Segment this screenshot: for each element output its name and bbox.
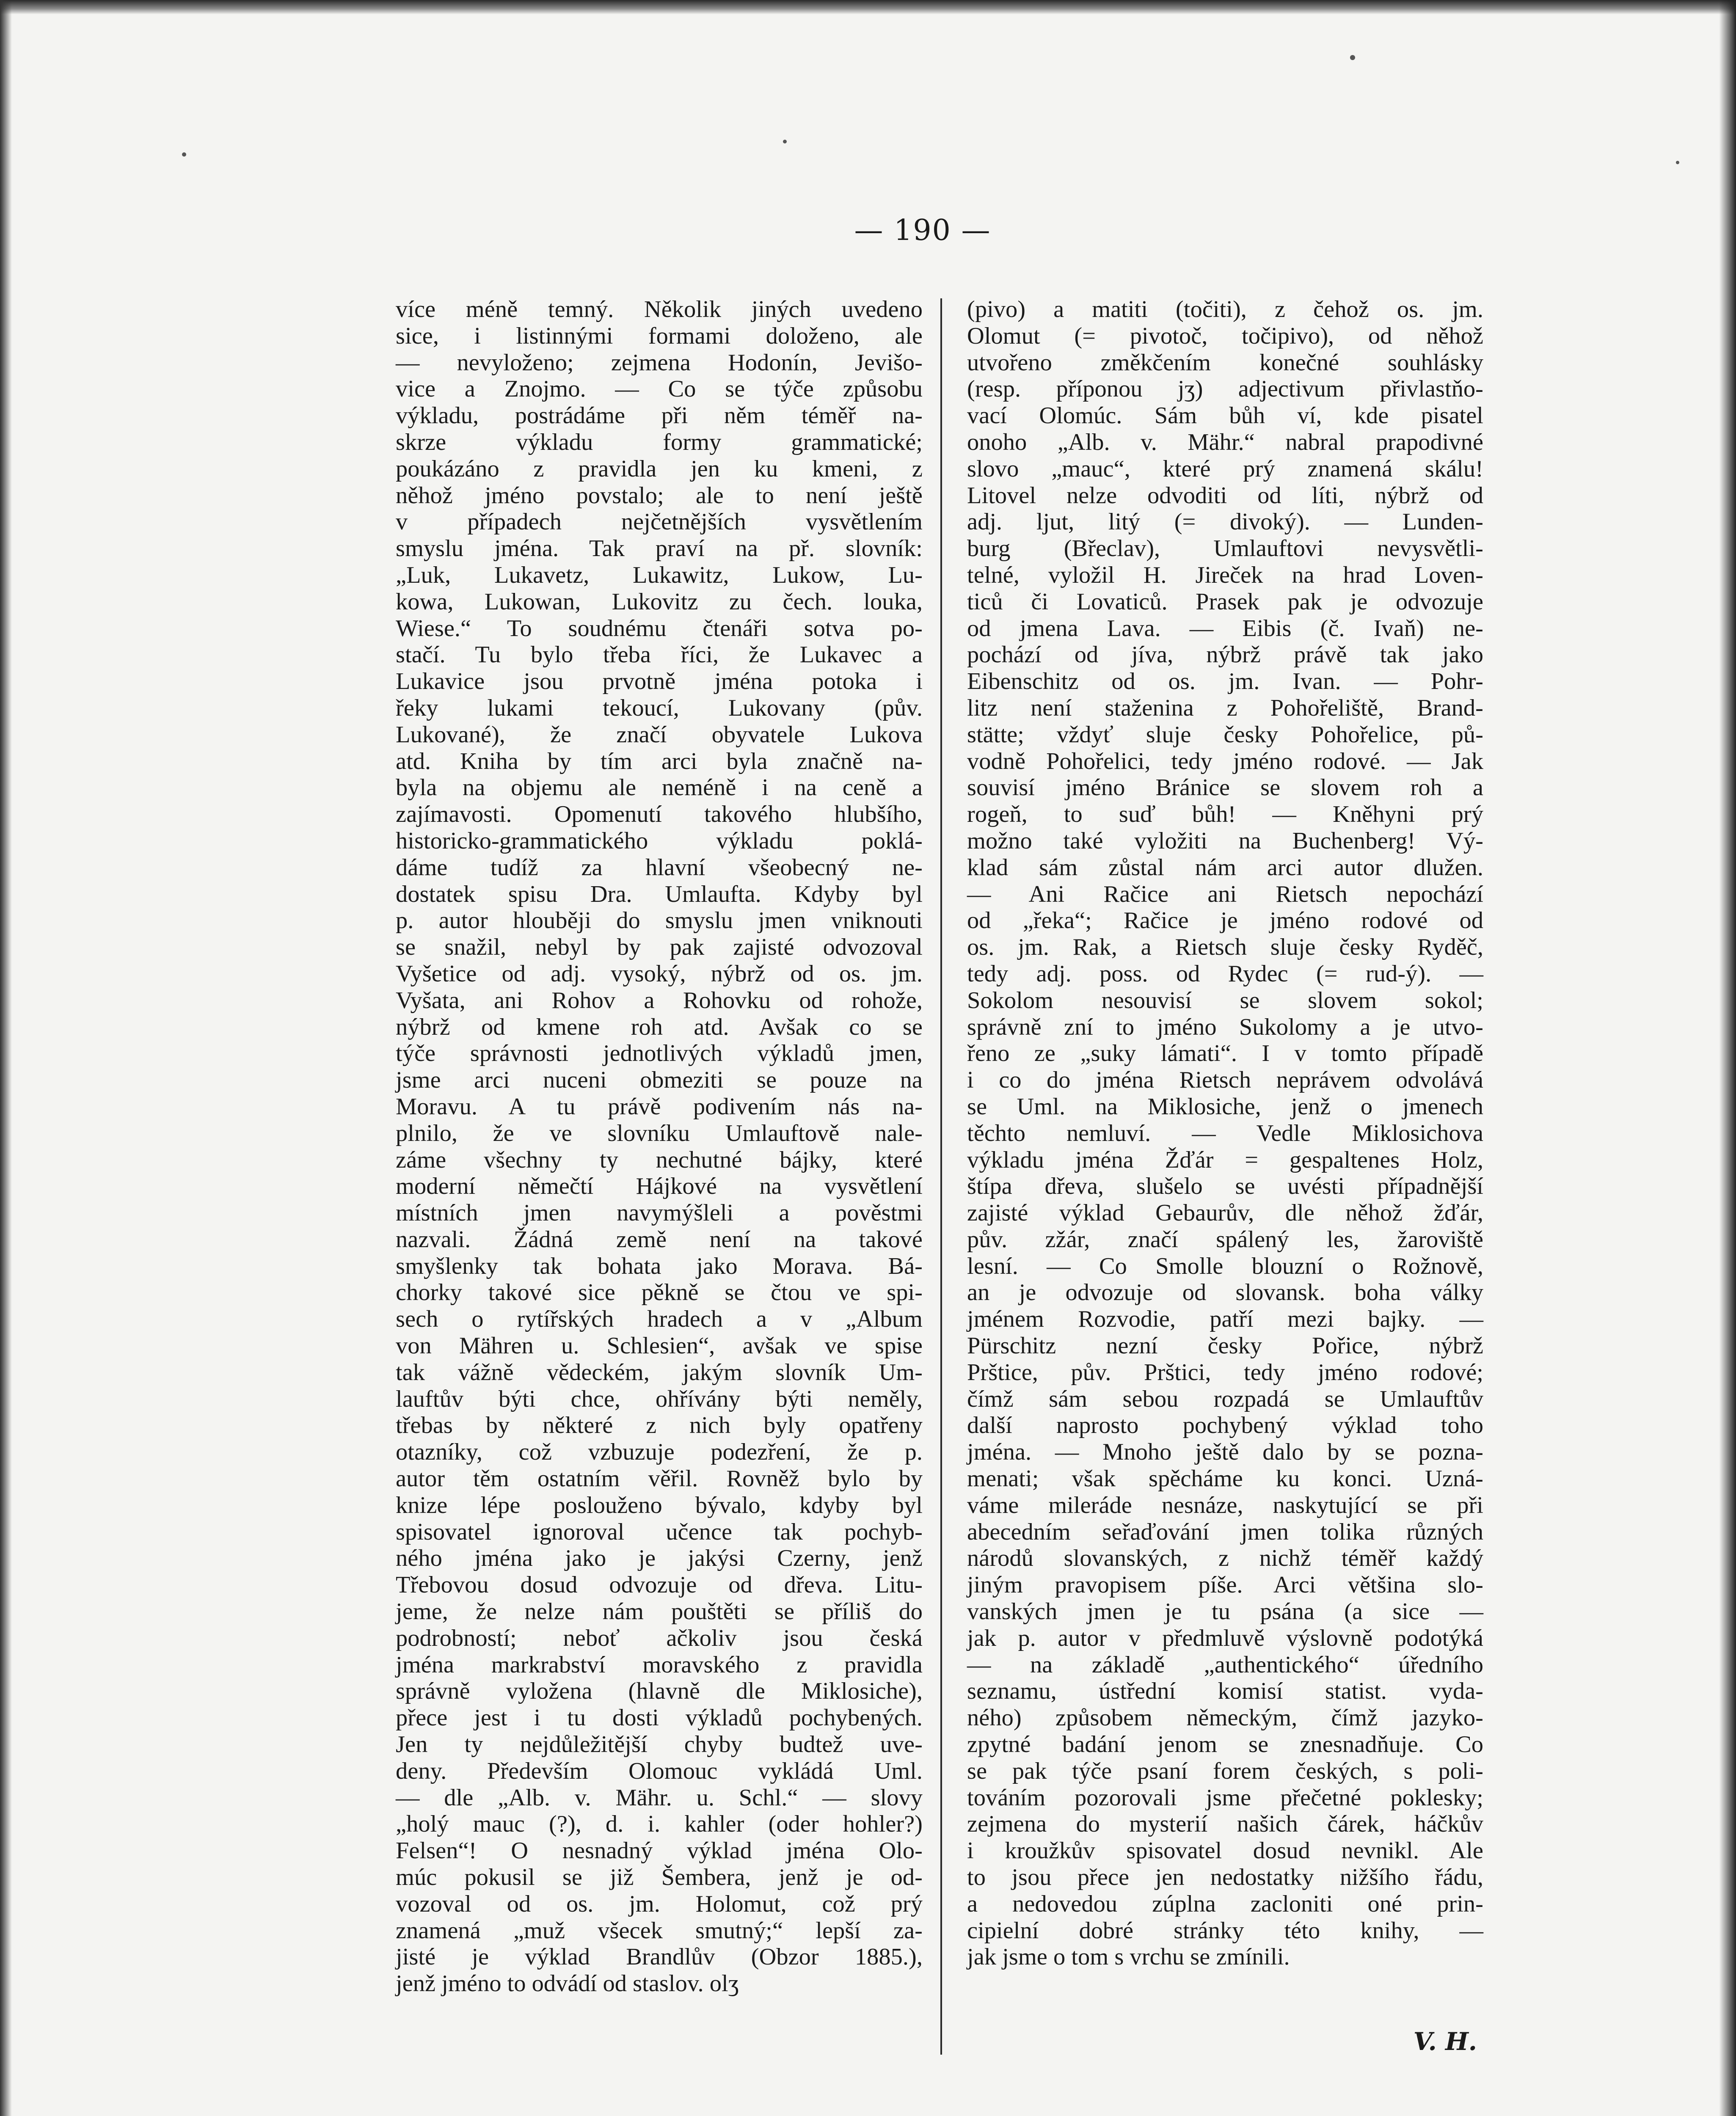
text-line: moderní němečtí Hájkové na vysvětlení (396, 1173, 923, 1200)
text-line: sech o rytířských hradech a v „Album (396, 1306, 923, 1333)
text-line: se snažil, nebyl by pak zajisté odvozoval (396, 934, 923, 961)
text-line: možno také vyložiti na Buchenberg! Vý- (967, 827, 1483, 854)
page-number: — 190 — (854, 214, 991, 247)
text-line: řeno ze „suky lámati“. I v tomto případě (967, 1040, 1483, 1067)
text-line: telné, vyložil H. Jireček na hrad Loven- (967, 562, 1483, 588)
text-line: otazníky, což vzbuzuje podezření, že p. (396, 1439, 923, 1466)
text-line: utvořeno změkčením konečné souhlásky (967, 349, 1483, 376)
text-line: více méně temný. Několik jiných uvedeno (396, 296, 923, 322)
text-line: Lukované), že značí obyvatele Lukova (396, 721, 923, 748)
scan-speck (1350, 55, 1355, 60)
scan-speck (1676, 161, 1679, 164)
text-line: továním pozorovali jsme přečetné poklesky; (967, 1784, 1483, 1811)
text-line: os. jm. Rak, a Rietsch sluje česky Ryděč, (967, 934, 1483, 961)
text-line: slovo „mauc“, které prý znamená skálu! (967, 455, 1483, 482)
text-line: Felsen“! O nesnadný výklad jména Olo- (396, 1838, 923, 1864)
text-line: nýbrž od kmene roh atd. Avšak co se (396, 1014, 923, 1040)
text-line: kowa, Lukowan, Lukovitz zu čech. louka, (396, 588, 923, 615)
scan-edge-right (1719, 0, 1736, 2116)
text-line: (resp. příponou jʒ) adjectivum přivlastňo- (967, 376, 1483, 402)
text-line: Vyšetice od adj. vysoký, nýbrž od os. jm. (396, 960, 923, 987)
text-line: deny. Především Olomouc vykládá Uml. (396, 1758, 923, 1784)
text-line: múc pokusil se již Šembera, jenž je od- (396, 1864, 923, 1891)
text-line: „Luk, Lukavetz, Lukawitz, Lukow, Lu- (396, 562, 923, 588)
text-line: Moravu. A tu právě podivením nás na- (396, 1093, 923, 1120)
text-line: knize lépe poslouženo bývalo, kdyby byl (396, 1492, 923, 1518)
text-line: výkladu jména Žďár = gespaltenes Holz, (967, 1146, 1483, 1173)
text-line: von Mähren u. Schlesien“, avšak ve spise (396, 1333, 923, 1359)
text-line: menati; však spěcháme ku konci. Uzná- (967, 1466, 1483, 1492)
text-line: jménem Rozvodie, patří mezi bajky. — (967, 1306, 1483, 1333)
right-column (967, 296, 1483, 1970)
text-line: se Uml. na Miklosiche, jenž o jmenech (967, 1093, 1483, 1120)
text-line: správně zní to jméno Sukolomy a je utvo- (967, 1014, 1483, 1040)
text-line: seznamu, ústřední komisí statist. vyda- (967, 1678, 1483, 1705)
text-line: těchto nemluví. — Vedle Miklosichova (967, 1120, 1483, 1146)
text-line: skrze výkladu formy grammatické; (396, 429, 923, 455)
text-line: zajisté výklad Gebaurův, dle něhož žďár, (967, 1200, 1483, 1226)
text-line: pův. zžár, značí spálený les, žaroviště (967, 1226, 1483, 1253)
text-line: Wiese.“ To soudnému čtenáři sotva po- (396, 615, 923, 642)
text-line: — Ani Račice ani Rietsch nepochází (967, 881, 1483, 907)
text-line: adj. ljut, litý (= divoký). — Lunden- (967, 509, 1483, 535)
text-line: byla na objemu ale neméně i na ceně a (396, 774, 923, 801)
left-column (396, 296, 923, 1997)
text-line: Vyšata, ani Rohov a Rohovku od rohože, (396, 987, 923, 1014)
text-line: chorky takové sice pěkně se čtou ve spi- (396, 1279, 923, 1306)
text-line: (pivo) a matiti (točiti), z čehož os. jm. (967, 296, 1483, 322)
text-line: atd. Kniha by tím arci byla značně na- (396, 748, 923, 774)
column-divider (940, 298, 942, 2055)
text-line: lesní. — Co Smolle blouzní o Rožnově, (967, 1253, 1483, 1279)
text-line: váme mileráde nesnáze, naskytující se při (967, 1492, 1483, 1518)
text-line: ticů či Lovaticů. Prasek pak je odvozuje (967, 588, 1483, 615)
text-line: rogeň, to suď bůh! — Kněhyni prý (967, 801, 1483, 828)
text-line: zejmena do mysterií našich čárek, háčkův (967, 1811, 1483, 1838)
text-line: onoho „Alb. v. Mähr.“ nabral prapodivné (967, 429, 1483, 455)
text-line: v případech nejčetnějších vysvětlením (396, 509, 923, 535)
text-line: stačí. Tu bylo třeba říci, že Lukavec a (396, 642, 923, 668)
text-line: burg (Břeclav), Umlauftovi nevysvětli- (967, 535, 1483, 562)
text-line: od jmena Lava. — Eibis (č. Ivaň) ne- (967, 615, 1483, 642)
text-line: místních jmen navymýšleli a pověstmi (396, 1200, 923, 1226)
text-line: podrobností; neboť ačkoliv jsou česká (396, 1625, 923, 1651)
scan-speck (783, 140, 787, 143)
text-line: jména. — Mnoho ještě dalo by se pozna- (967, 1439, 1483, 1466)
text-line: pochází od jíva, nýbrž právě tak jako (967, 642, 1483, 668)
text-line: štípa dřeva, slušelo se uvésti případnější (967, 1173, 1483, 1200)
signature: V. H. (1413, 2027, 1477, 2056)
text-line: Litovel nelze odvoditi od líti, nýbrž od (967, 482, 1483, 509)
text-line: dostatek spisu Dra. Umlaufta. Kdyby byl (396, 881, 923, 907)
text-line: čímž sám sebou rozpadá se Umlauftův (967, 1386, 1483, 1412)
text-line: lauftův býti chce, ohřívány býti neměly, (396, 1386, 923, 1412)
text-line: stätte; vždyť sluje česky Pohořelice, pů- (967, 721, 1483, 748)
text-line: „holý mauc (?), d. i. kahler (oder hohler?) (396, 1811, 923, 1838)
text-line: Eibenschitz od os. jm. Ivan. — Pohr- (967, 668, 1483, 695)
text-line: něhož jméno povstalo; ale to není ještě (396, 482, 923, 509)
text-line: nazvali. Žádná země není na takové (396, 1226, 923, 1253)
text-line: znamená „muž všecek smutný;“ lepší za- (396, 1917, 923, 1944)
text-line: řeky lukami tekoucí, Lukovany (pův. (396, 694, 923, 721)
text-line: jisté je výklad Brandlův (Obzor 1885.), (396, 1944, 923, 1970)
text-line: Pürschitz nezní česky Pořice, nýbrž (967, 1333, 1483, 1359)
text-line: jeme, že nelze nám pouštěti se příliš do (396, 1598, 923, 1625)
text-line: Prštice, pův. Prštici, tedy jméno rodové; (967, 1359, 1483, 1386)
text-line: přece jest i tu dosti výkladů pochybených. (396, 1705, 923, 1731)
text-line: vanských jmen je tu psána (a sice — (967, 1598, 1483, 1625)
text-line: — nevyloženo; zejmena Hodonín, Jevišo- (396, 349, 923, 376)
text-line: ného) způsobem německým, čímž jazyko- (967, 1705, 1483, 1731)
text-line: jak p. autor v předmluvě výslovně podotýká (967, 1625, 1483, 1651)
text-line: i kroužkův spisovatel dosud nevnikl. Ale (967, 1838, 1483, 1864)
text-line: další naprosto pochybený výklad toho (967, 1412, 1483, 1439)
text-line: i co do jména Rietsch neprávem odvolává (967, 1067, 1483, 1094)
text-line: litz není staženina z Pohořeliště, Brand- (967, 694, 1483, 721)
text-line: tak vážně vědeckém, jakým slovník Um- (396, 1359, 923, 1386)
text-line: Jen ty nejdůležitější chyby budtež uve- (396, 1731, 923, 1758)
text-line: zajímavosti. Opomenutí takového hlubšího, (396, 801, 923, 828)
text-line: jsme arci nuceni obmeziti se pouze na (396, 1067, 923, 1094)
text-line: historicko-grammatického výkladu poklá- (396, 827, 923, 854)
text-line: a nedovedou zúplna zacloniti oné prin- (967, 1890, 1483, 1917)
text-line: plnilo, že ve slovníku Umlauftově nale- (396, 1120, 923, 1146)
text-line: souvisí jméno Bránice se slovem roh a (967, 774, 1483, 801)
text-line: Lukavice jsou prvotně jména potoka i (396, 668, 923, 695)
text-line: — na základě „authentického“ úředního (967, 1651, 1483, 1678)
text-line: smyslu jména. Tak praví na př. slovník: (396, 535, 923, 562)
scan-edge-left (0, 0, 12, 2116)
text-line: vací Olomúc. Sám bůh ví, kde pisatel (967, 402, 1483, 429)
text-line: jenž jméno to odvádí od staslov. olʒ (396, 1970, 739, 1997)
text-line: jak jsme o tom s vrchu se zmínili. (967, 1944, 1290, 1970)
text-line: od „řeka“; Račice je jméno rodové od (967, 907, 1483, 934)
text-line: poukázáno z pravidla jen ku kmeni, z (396, 455, 923, 482)
text-line: abecedním seřaďování jmen tolika různých (967, 1518, 1483, 1545)
text-line: spisovatel ignoroval učence tak pochyb- (396, 1518, 923, 1545)
text-line: jména markrabství moravského z pravidla (396, 1651, 923, 1678)
text-line: tedy adj. poss. od Rydec (= rud-ý). — (967, 960, 1483, 987)
text-line: dáme tudíž za hlavní všeobecný ne- (396, 854, 923, 881)
text-line: Třebovou dosud odvozuje od dřeva. Litu- (396, 1572, 923, 1598)
text-line: třebas by některé z nich byly opatřeny (396, 1412, 923, 1439)
text-line: jiným pravopisem píše. Arci většina slo- (967, 1572, 1483, 1598)
text-line: vozoval od os. jm. Holomut, což prý (396, 1890, 923, 1917)
text-line: autor těm ostatním věřil. Rovněž bylo by (396, 1466, 923, 1492)
text-line: smyšlenky tak bohata jako Morava. Bá- (396, 1253, 923, 1279)
text-line: sice, i listinnými formami doloženo, ale (396, 322, 923, 349)
text-line: správně vyložena (hlavně dle Miklosiche), (396, 1678, 923, 1705)
text-line: zpytné badání jenom se znesnadňuje. Co (967, 1731, 1483, 1758)
text-line: to jsou přece jen nedostatky nižšího řádu, (967, 1864, 1483, 1891)
text-line: p. autor hlouběji do smyslu jmen vniknouti (396, 907, 923, 934)
text-line: vice a Znojmo. — Co se týče způsobu (396, 376, 923, 402)
scan-edge-top (0, 0, 1736, 14)
text-line: záme všechny ty nechutné bájky, které (396, 1146, 923, 1173)
text-line: ného jména jako je jakýsi Czerny, jenž (396, 1545, 923, 1572)
text-line: se pak týče psaní forem českých, s poli- (967, 1758, 1483, 1784)
text-line: národů slovanských, z nichž téměř každý (967, 1545, 1483, 1572)
text-line: týče správnosti jednotlivých výkladů jmen, (396, 1040, 923, 1067)
text-line: vodně Pohořelici, tedy jméno rodové. — Jak (967, 748, 1483, 774)
text-line: klad sám zůstal nám arci autor dlužen. (967, 854, 1483, 881)
text-line: Sokolom nesouvisí se slovem sokol; (967, 987, 1483, 1014)
text-line: — dle „Alb. v. Mähr. u. Schl.“ — slovy (396, 1784, 923, 1811)
text-line: výkladu, postrádáme při něm téměř na- (396, 402, 923, 429)
text-line: Olomut (= pivotoč, točipivo), od něhož (967, 322, 1483, 349)
text-line: an je odvozuje od slovansk. boha války (967, 1279, 1483, 1306)
text-line: cipielní dobré stránky této knihy, — (967, 1917, 1483, 1944)
scan-speck (182, 152, 186, 157)
